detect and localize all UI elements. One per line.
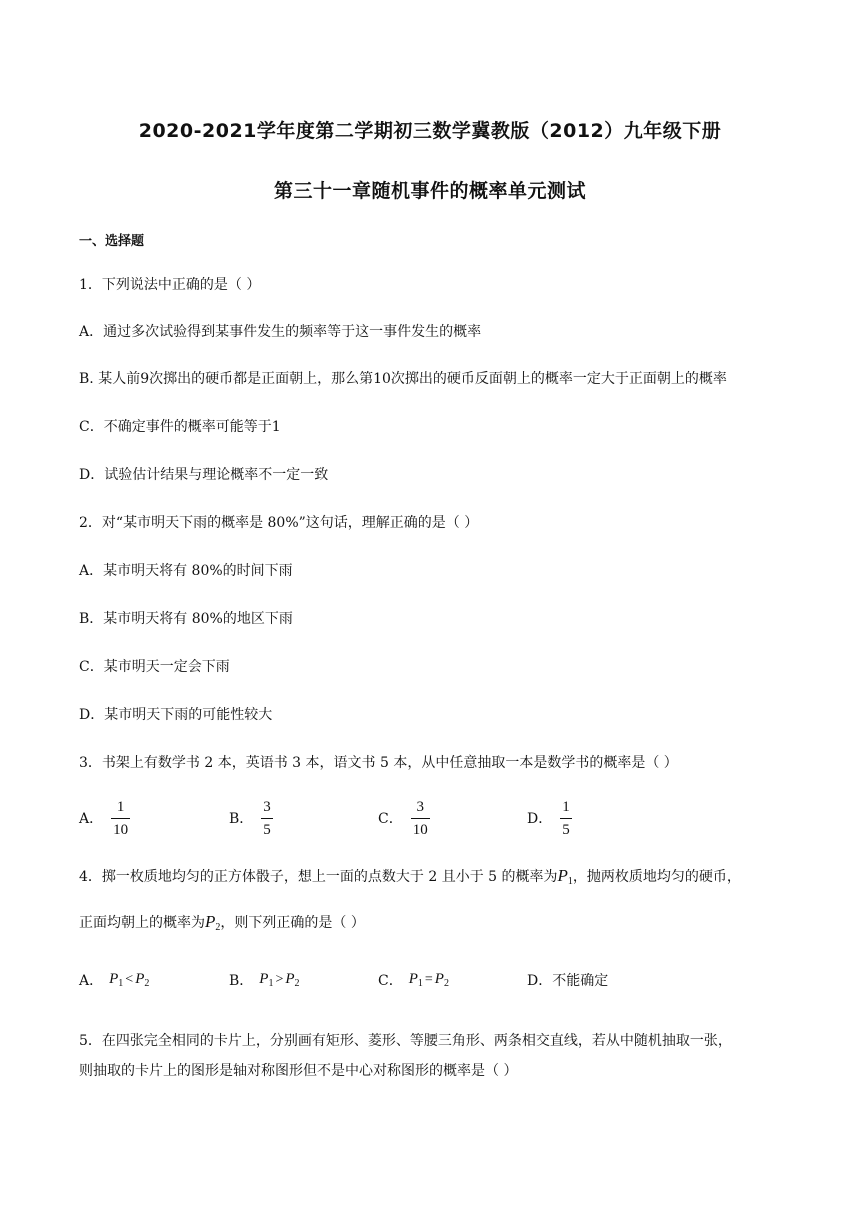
fraction-denominator: 5: [263, 821, 271, 838]
option-letter: A．: [79, 973, 104, 989]
question-2-stem: 2．对“某市明天下雨的概率是 80%”这句话，理解正确的是（ ）: [79, 515, 479, 531]
option-letter: D．: [527, 811, 553, 827]
question-4-stem-line1: [79, 866, 741, 887]
question-2-option-d: D．某市明天下雨的可能性较大: [79, 707, 273, 723]
fraction-bar: [261, 818, 273, 819]
option-letter: D．: [527, 973, 553, 989]
question-4-option-b: [229, 958, 300, 1002]
question-1-option-d: D．试验估计结果与理论概率不一定一致: [79, 467, 329, 483]
question-4-option-a: [79, 958, 149, 1002]
fraction-bar: [411, 818, 430, 819]
question-1-stem: 1．下列说法中正确的是（ ）: [79, 277, 261, 293]
question-5-stem-line2: 则抽取的卡片上的图形是轴对称图形但不是中心对称图形的概率是（ ）: [79, 1063, 518, 1079]
fraction: [560, 798, 572, 839]
question-1-option-b: B. 某人前9次掷出的硬币都是正面朝上，那么第10次掷出的硬币反面朝上的概率一定大于正面朝上的概率: [79, 371, 727, 387]
question-4-stem-line2: [79, 912, 365, 933]
fraction-numerator: 3: [416, 798, 424, 815]
question-4-option-d: [527, 958, 608, 1002]
option-letter: B．: [229, 811, 254, 827]
comparison-operator: >: [275, 972, 284, 987]
question-2-option-a: A．某市明天将有 80%的时间下雨: [79, 563, 293, 579]
p1-symbol: $P_1$: [109, 971, 124, 989]
question-3-option-c: [378, 796, 430, 840]
document-title: 2020-2021学年度第二学期初三数学冀教版（2012）九年级下册: [138, 120, 722, 142]
question-3-option-d: [527, 796, 572, 840]
fraction: [111, 798, 130, 839]
question-4-text-d: ，则下列正确的是（ ）: [220, 915, 365, 931]
fraction-bar: [111, 818, 130, 819]
question-4-option-c: [378, 958, 449, 1002]
question-1-option-c: C．不确定事件的概率可能等于1: [79, 419, 281, 435]
fraction: [411, 798, 430, 839]
option-letter: B．: [229, 973, 254, 989]
question-1-option-a: A．通过多次试验得到某事件发生的频率等于这一事件发生的概率: [79, 324, 482, 340]
p1-symbol: $P_1$: [259, 971, 274, 989]
fraction-denominator: 5: [562, 821, 570, 838]
fraction-denominator: 10: [412, 821, 428, 838]
question-3-stem: 3．书架上有数学书 2 本，英语书 3 本，语文书 5 本，从中任意抽取一本是数学书的概率是（ ）: [79, 755, 678, 771]
p2-symbol: $P_2$: [285, 971, 300, 989]
p2-symbol: $P_2$: [205, 912, 221, 933]
question-4-text-a: 4．掷一枚质地均匀的正方体骰子，想上一面的点数大于 2 且小于 5 的概率为: [79, 869, 558, 885]
fraction-numerator: 3: [263, 798, 271, 815]
option-letter: A．: [79, 811, 104, 827]
comparison-operator: =: [424, 972, 433, 987]
section-heading: 一、选择题: [79, 234, 145, 249]
comparison-operator: <: [125, 972, 134, 987]
p1-symbol: $P_1$: [408, 971, 423, 989]
question-4-text-c: 正面均朝上的概率为: [79, 915, 205, 931]
p2-symbol: $P_2$: [434, 971, 449, 989]
option-letter: C．: [378, 973, 403, 989]
document-subtitle: 第三十一章随机事件的概率单元测试: [273, 180, 586, 202]
question-5-stem-line1: 5．在四张完全相同的卡片上，分别画有矩形、菱形、等腰三角形、两条相交直线，若从中随机抽取一张，: [79, 1033, 732, 1049]
fraction-numerator: 1: [562, 798, 570, 815]
p2-symbol: $P_2$: [135, 971, 150, 989]
fraction-denominator: 10: [113, 821, 129, 838]
question-2-option-c: C．某市明天一定会下雨: [79, 659, 230, 675]
fraction: [261, 798, 273, 839]
p1-symbol: $P_1$: [557, 866, 573, 887]
option-letter: C．: [378, 811, 403, 827]
question-3-option-b: [229, 796, 273, 840]
question-2-option-b: B．某市明天将有 80%的地区下雨: [79, 611, 293, 627]
option-text: 不能确定: [552, 973, 609, 989]
fraction-bar: [560, 818, 572, 819]
question-4-text-b: ，抛两枚质地均匀的硬币，: [572, 869, 741, 885]
question-3-option-a: [79, 796, 130, 840]
fraction-numerator: 1: [116, 798, 125, 815]
